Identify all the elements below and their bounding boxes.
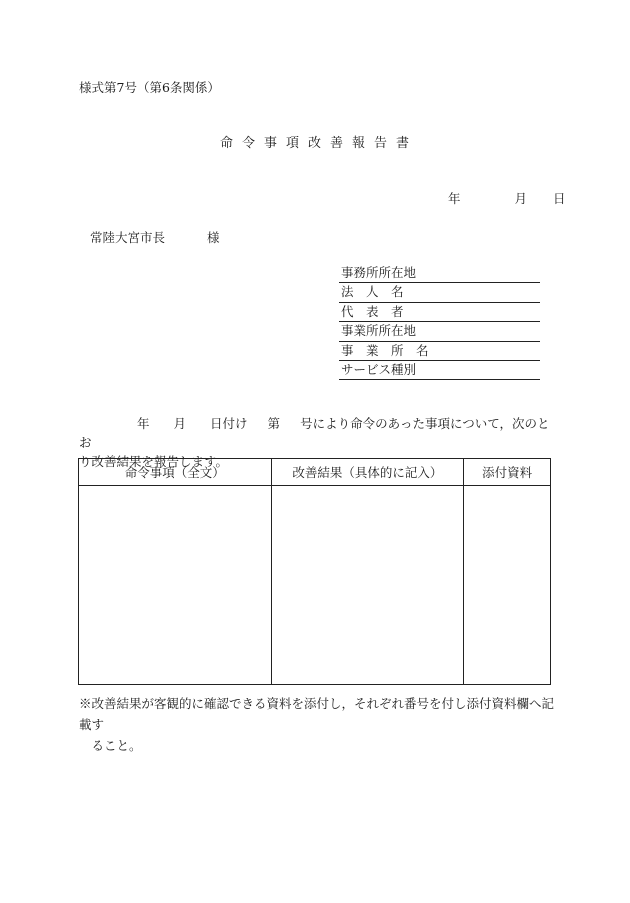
- statement-number-prefix: 第: [267, 416, 281, 431]
- statement-year: 年: [137, 416, 150, 431]
- improvement-table: [78, 458, 551, 685]
- field-label: 代 表 者: [341, 303, 404, 319]
- statement-day-dated: 日付け: [210, 416, 248, 431]
- improvement-results-cell[interactable]: [271, 486, 464, 685]
- field-label: 事 業 所 名: [341, 342, 429, 358]
- statement-month: 月: [173, 416, 187, 431]
- column-header-attachments: 添付資料: [464, 459, 551, 486]
- addressee-name: 常陸大宮市長: [90, 230, 166, 245]
- date-day: 日: [553, 191, 566, 206]
- field-business-name[interactable]: [339, 342, 540, 361]
- column-header-improvement-results: 改善結果（具体的に記入）: [271, 459, 464, 486]
- applicant-fields: [339, 264, 540, 380]
- field-label: 事務所所在地: [341, 265, 417, 280]
- field-office-address[interactable]: [339, 264, 540, 283]
- table-row: [79, 486, 551, 685]
- date-year: 年: [448, 191, 461, 206]
- addressee: [90, 232, 220, 245]
- statement-line-1-rest: 号により命令のあった事項について，次のとお: [79, 416, 550, 450]
- footnote-line-1: ※改善結果が客観的に確認できる資料を添付し，それぞれ番号を付し添付資料欄へ記載す: [79, 696, 555, 732]
- statement-line-2: り改善結果を報告します。: [79, 454, 229, 469]
- statement-line-1: [79, 414, 555, 452]
- table-header-row: [79, 459, 551, 486]
- field-label: サービス種別: [341, 361, 417, 377]
- field-label: 事業所所在地: [341, 323, 417, 339]
- document-title: 命令事項改善報告書: [219, 136, 418, 151]
- column-header-order-items: 命令事項（全文）: [79, 459, 272, 486]
- date-month: 月: [514, 191, 528, 206]
- order-items-cell[interactable]: [79, 486, 272, 685]
- addressee-honorific: 様: [207, 230, 220, 245]
- field-corporation-name[interactable]: [339, 283, 540, 302]
- field-service-type[interactable]: [339, 361, 540, 380]
- field-representative[interactable]: [339, 303, 540, 322]
- date-line: [448, 193, 566, 206]
- attachments-cell[interactable]: [464, 486, 551, 685]
- footnote-line-2: ること。: [79, 738, 142, 753]
- field-business-address[interactable]: [339, 322, 540, 341]
- footnote: [79, 693, 559, 756]
- form-number: 様式第7号（第6条関係）: [79, 80, 220, 95]
- field-label: 法 人 名: [341, 284, 404, 300]
